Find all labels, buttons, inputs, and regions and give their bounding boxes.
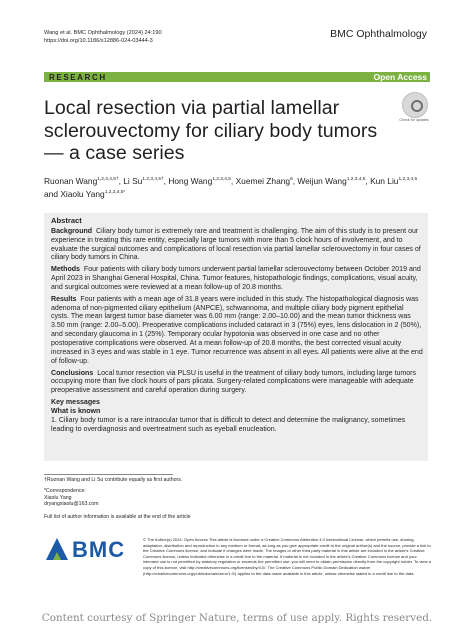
methods-label: Methods — [51, 266, 80, 274]
author-name: Weijun Wang — [297, 175, 347, 186]
author-info-note: Full list of author information is available at the end of the article — [44, 514, 191, 520]
results-label: Results — [51, 295, 77, 303]
bmc-logo-text: BMC — [72, 537, 126, 562]
abstract-conclusions — [51, 370, 423, 397]
footnote-divider — [44, 474, 173, 475]
author-name: Xiaolu Yang — [60, 188, 105, 199]
abstract-background — [51, 228, 423, 263]
author-affiliation: 1,2,3,4,5† — [142, 177, 164, 182]
article-type-banner — [44, 72, 430, 82]
correspondence-label: *Correspondence: — [44, 488, 86, 494]
author-affiliation: 1,2,3,4,5 — [212, 177, 231, 182]
abstract-box — [44, 213, 428, 461]
author-name: Ruonan Wang — [44, 175, 98, 186]
abstract-heading: Abstract — [51, 216, 82, 225]
author-affiliation: 1,2,3,4,5 — [398, 177, 418, 182]
conclusions-text: Local tumor resection via PLSU is useful in the treatment of ciliary body tumors, including large tumors occupying more than five clock hours of pars plicata. Surgery-related complications were manageable with adequate preoperative assessment and careful operation during surgery. — [51, 369, 417, 395]
courtesy-notice: Content courtesy of Springer Nature, terms of use apply. Rights reserved. — [41, 612, 433, 624]
bmc-logo — [44, 536, 134, 562]
author-affiliation: 6 — [290, 177, 293, 182]
results-text: Four patients with a mean age of 31.8 years were included in this study. The histopathological diagnosis was adenoma of non-pigmented ciliary epithelium (ANPCE), schwannoma, and multiple ciliary body pigment epithelial cysts. The mean largest tumor base diameter was 6.00 mm (range: 2.00–10.00) and the mean tumor thickness was 3.50 mm (range: 2.00–5.00). Preoperative complications included cataract in 3 (75%) eyes, lens dislocation in 2 (50%), and secondary glaucoma in 1 (25%). Temporary ocular hypotonia was observed in one case and no other postoperative complications were observed. At a mean follow-up of 20.8 months, the best corrected visual acuity increased in 3 eyes and was stable in 1 eye. Tumor recurrence was absent in all eyes. All patients were alive at the end of follow-up. — [51, 295, 423, 365]
author-affiliation: 1,2,3,4,5† — [97, 177, 119, 182]
known-item: 1. Ciliary body tumor is a rare intraocular tumor that is difficult to detect and determine the malignancy, sometimes leading to overdiagnosis and overtreatment such as eyeball enucleation. — [51, 416, 406, 433]
author-name: Xuemei Zhang — [235, 175, 291, 186]
background-label: Background — [51, 227, 93, 235]
author-affiliation: 1,2,3,4,5 — [346, 177, 366, 182]
author-name: Hong Wang — [168, 175, 213, 186]
author-affiliation: 1,2,3,4,5* — [104, 189, 126, 195]
open-access-label: Open Access — [373, 72, 427, 82]
correspondence-email[interactable]: dryangxiaolu@163.com — [44, 501, 99, 508]
article-type-label: RESEARCH — [49, 73, 107, 82]
license-text: © The Author(s) 2024. Open Access This article is licensed under a Creative Commons Attribution 4.0 International License, which permits use, sharing, adaptation, distribution and reproduction in any medium or format, as long as you give appropriate credit to the original author(s) and the source, provide a link to the Creative Commons licence, and indicate if changes were made. The images or other third party material in this article are included in the article's Creative Commons licence, unless indicated otherwise in a credit line to the material. If material is not included in the article's Creative Commons licence and your intended use is not permitted by statutory regulation or exceeds the permitted use, you will need to obtain permission directly from the copyright holder. To view a copy of this licence, visit http://creativecommons.org/licenses/by/4.0/. The Creative Commons Public Domain Dedication waiver (http://creativecommons.org/publicdomain/zero/1.0/) applies to the data made available in this article, unless otherwise stated in a credit line to the data. — [143, 537, 431, 576]
correspondence-name: Xiaolu Yang — [44, 494, 72, 501]
author-list: Ruonan Wang$^{1,2,3,4,5\dagger}$, Li $Su^{1,2,3,4,5\dagger}$, Hong Wang$^{1,2,3,4,5}$, Xuemei Zhang$^6$, Weijun Wang$^{1,2,3,4,5}$, Kun Liu$^{1,2,3,4,5}$ and Xiaolu Yang$^{1,2,3,4,5*}$ — [44, 175, 418, 199]
bmc-mark-icon — [44, 536, 70, 562]
conclusions-label: Conclusions — [51, 369, 94, 377]
methods-text: Four patients with ciliary body tumors underwent partial lamellar sclerouvectomy between October 2019 and April 2023 in Shanghai General Hospital, China. Tumor features, histopathologic findings, complications, visual acuity, and surgical outcomes were reviewed at a mean follow-up of 20.8 months. — [51, 266, 421, 291]
abstract-results — [51, 296, 423, 367]
background-text: Ciliary body tumor is extremely rare and treatment is challenging. The aim of this study is to present our experience in treating this rare entity, especially large tumors with more than 5 clock hours of involvement, and to evaluate the surgical outcomes and complications of local resection via partial lamellar sclerouvectomy in four cases of ciliary body tumors in China. — [51, 227, 421, 262]
check-for-updates-label: Check for updates — [399, 118, 429, 122]
correspondence-block — [44, 488, 99, 508]
abstract-methods — [51, 266, 423, 293]
what-is-known-heading: What is known — [51, 407, 101, 415]
doi-link[interactable]: https://doi.org/10.1186/s12886-024-03444-3 — [44, 37, 153, 44]
article-citation — [44, 30, 162, 45]
journal-name: BMC Ophthalmology — [330, 28, 427, 40]
article-title: Local resection via partial lamellar sclerouvectomy for ciliary body tumors — a case series — [44, 97, 378, 164]
key-messages-heading: Key messages — [51, 399, 100, 407]
equal-contribution-note: †Ruonan Wang and Li Su contribute equally as first authors. — [44, 477, 183, 483]
check-for-updates-icon[interactable] — [402, 92, 428, 118]
author-name: Li Su — [123, 175, 143, 186]
author-name: Kun Liu — [370, 175, 399, 186]
citation-line: Wang et al. BMC Ophthalmology (2024) 24:190 — [44, 30, 162, 36]
